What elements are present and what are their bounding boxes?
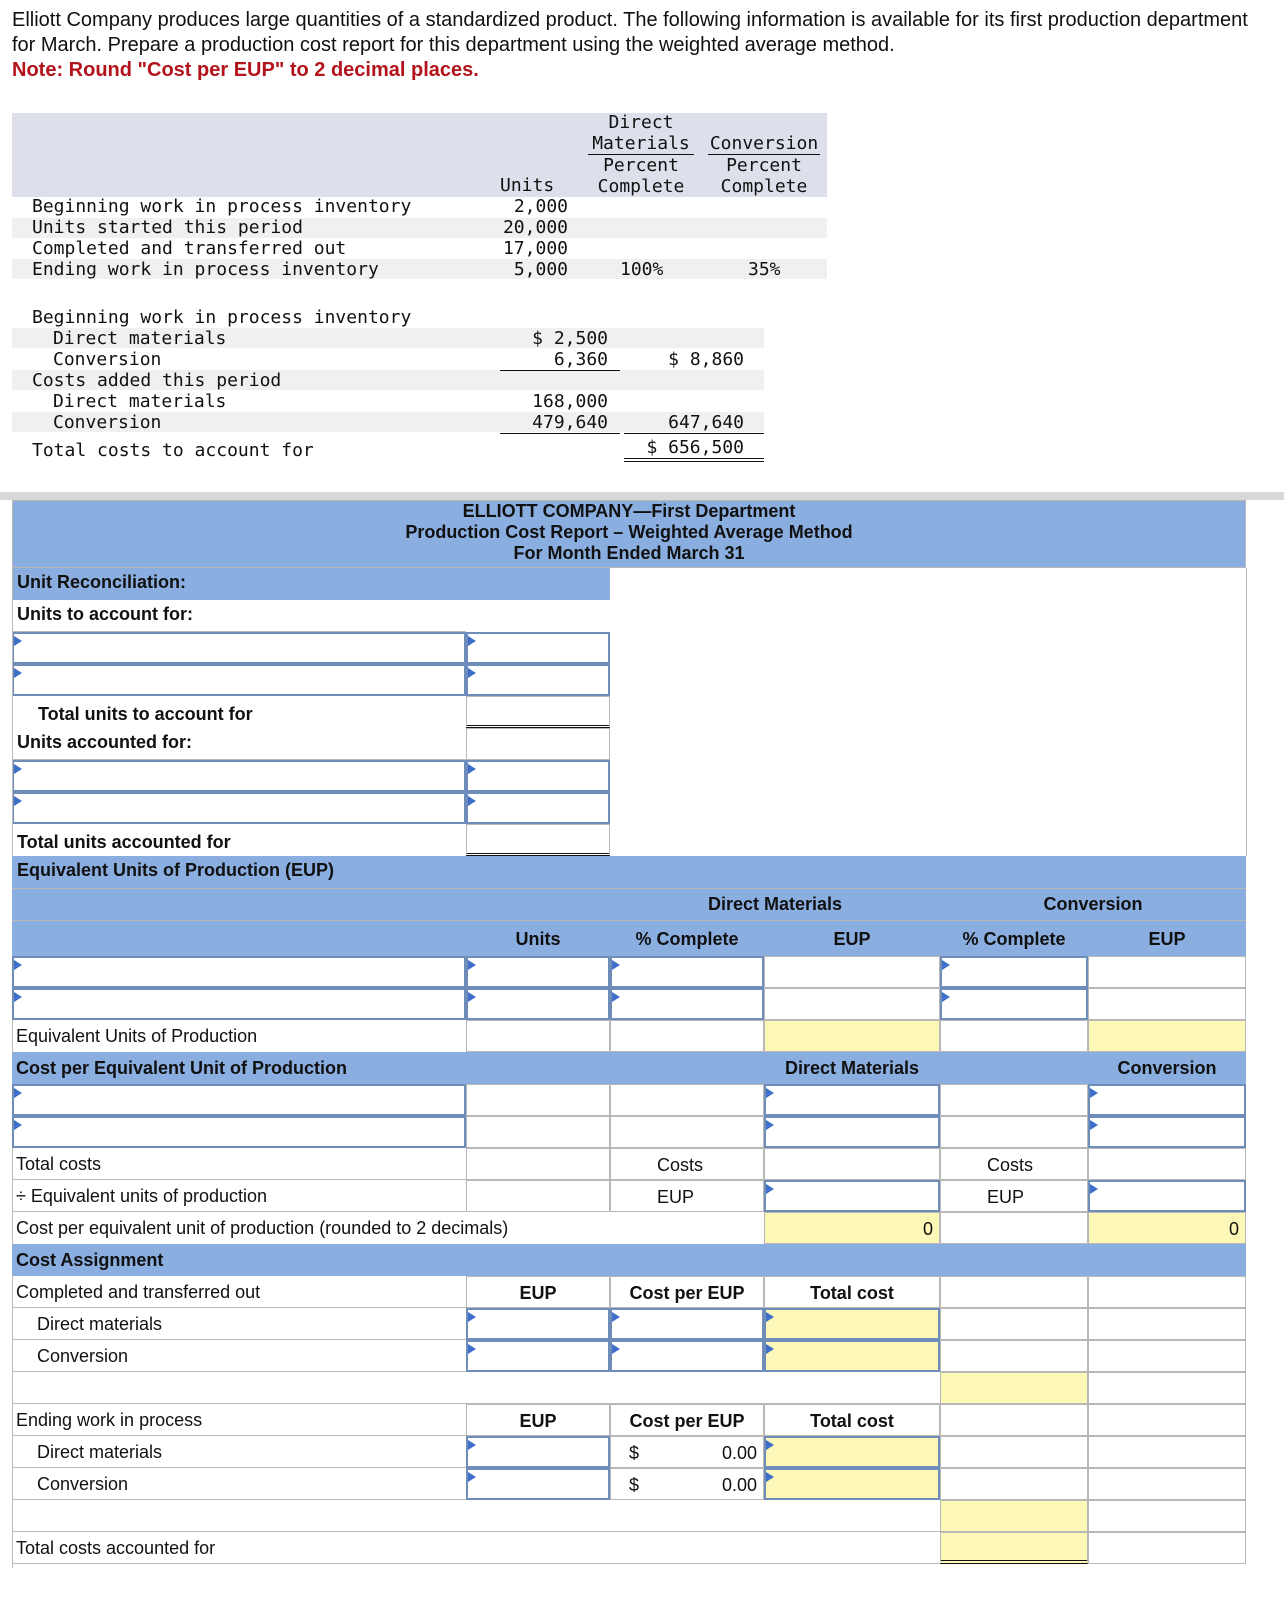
blue-cell: [466, 568, 610, 600]
beg-total-cost: $ 8,860: [668, 349, 744, 370]
cost-add-dm-label: Direct materials: [53, 391, 227, 412]
rounding-note: Note: Round "Cost per EUP" to 2 decimal places.: [12, 59, 479, 81]
ending-total-col: Total cost: [764, 1404, 940, 1436]
ending-conv-eup-input[interactable]: [466, 1468, 610, 1500]
eup-total-conv: [1088, 1020, 1246, 1052]
units-accounted-row1-value-input[interactable]: [466, 760, 610, 792]
eup-conv-header: Conversion: [940, 888, 1246, 920]
info-row-labels: [32, 196, 411, 280]
total-cost: $ 656,500: [624, 437, 764, 462]
units-accounted-row2-value-input[interactable]: [466, 792, 610, 824]
cpeu-label: Cost per equivalent unit of production (rounded to 2 decimals): [16, 1218, 509, 1238]
empty-cell: [1088, 1532, 1246, 1564]
dropdown-arrow-icon: [766, 1344, 774, 1354]
empty-cell: [940, 1436, 1088, 1468]
empty-cell: [1088, 1436, 1246, 1468]
dropdown-arrow-icon: [468, 1472, 476, 1482]
blue-cell: [940, 1052, 1088, 1084]
dollar-sign: $: [629, 1443, 640, 1463]
conv-percent-header: Conversion Percent Complete: [709, 133, 819, 197]
dropdown-arrow-icon: [468, 960, 476, 970]
eup-row2-conv-pct-input[interactable]: [940, 988, 1088, 1020]
eup-conv-label: EUP: [940, 1180, 1088, 1212]
eup-row1-dm-eup: [764, 956, 940, 988]
cpeu-row2-dm-input[interactable]: [764, 1116, 940, 1148]
empty-cell: [1088, 1500, 1246, 1532]
empty-cell: [940, 1404, 1088, 1436]
empty-cell: [940, 1020, 1088, 1052]
eup-row1-conv-eup: [1088, 956, 1246, 988]
dropdown-arrow-icon: [612, 992, 620, 1002]
completed-cpe-col: Cost per EUP: [610, 1276, 764, 1308]
cpeu-row1-dm-input[interactable]: [764, 1084, 940, 1116]
eup-dm-eup-col: EUP: [764, 920, 940, 956]
total-units-accounted-value[interactable]: [466, 824, 610, 856]
report-title-method: Production Cost Report – Weighted Average Method: [405, 522, 853, 542]
cost-added-label: Costs added this period: [32, 370, 282, 391]
dropdown-arrow-icon: [468, 764, 476, 774]
eup-conv-pct-col: % Complete: [940, 920, 1088, 956]
div-eup-dm-input[interactable]: [764, 1180, 940, 1212]
units-to-account-row2-label-input[interactable]: [12, 664, 466, 696]
cpeu-conv-col: Conversion: [1088, 1052, 1246, 1084]
dropdown-arrow-icon: [1090, 1120, 1098, 1130]
intro-text: Elliott Company produces large quantities of a standardized product. The following information is available for its first production department for March. Prepare a production cost report for this department using the weighted average method.: [12, 9, 1248, 56]
dropdown-arrow-icon: [1090, 1088, 1098, 1098]
blue-cell: [12, 920, 466, 956]
eup-dm-label: EUP: [610, 1180, 764, 1212]
ending-dm-total: [764, 1436, 940, 1468]
completed-eup-col: EUP: [466, 1276, 610, 1308]
eup-conv-eup-col: EUP: [1088, 920, 1246, 956]
total-costs-conv: [1088, 1148, 1246, 1180]
dropdown-arrow-icon: [468, 636, 476, 646]
empty-cell: [1088, 1468, 1246, 1500]
dollar-sign: $: [629, 1475, 640, 1495]
dropdown-arrow-icon: [766, 1088, 774, 1098]
dropdown-arrow-icon: [14, 992, 22, 1002]
costs-dm-label: Costs: [610, 1148, 764, 1180]
ending-conv-cpe: [610, 1468, 764, 1500]
empty-cell: [1088, 1372, 1246, 1404]
completed-dm-cpe-input[interactable]: [610, 1308, 764, 1340]
costs-conv-label: Costs: [940, 1148, 1088, 1180]
dropdown-arrow-icon: [468, 1344, 476, 1354]
beg-dm-cost: $ 2,500: [532, 328, 608, 349]
dropdown-arrow-icon: [766, 1440, 774, 1450]
units-to-account-row2-value-input[interactable]: [466, 664, 610, 696]
units-to-account-row1-label-input[interactable]: [12, 632, 466, 664]
completed-total-cost: [940, 1372, 1088, 1404]
eup-row1-conv-pct-input[interactable]: [940, 956, 1088, 988]
dropdown-arrow-icon: [766, 1184, 774, 1194]
ending-conv-total: [764, 1468, 940, 1500]
cost-beg-dm-label: Direct materials: [53, 328, 227, 349]
total-units-to-account-label: Total units to account for: [38, 704, 253, 724]
cpeu-row2-conv-input[interactable]: [1088, 1116, 1246, 1148]
eup-units-col: Units: [466, 920, 610, 956]
units-accounted-row1-label-input[interactable]: [12, 760, 466, 792]
eup-row2-conv-eup: [1088, 988, 1246, 1020]
dropdown-arrow-icon: [14, 960, 22, 970]
info-row-label: Units started this period: [32, 217, 303, 238]
dropdown-arrow-icon: [14, 796, 22, 806]
empty-cell: [610, 1084, 764, 1116]
ending-dm-percent: 100%: [620, 259, 664, 280]
cost-assignment-header: Cost Assignment: [12, 1244, 1246, 1276]
dropdown-arrow-icon: [468, 1312, 476, 1322]
total-costs-accounted-value: [940, 1532, 1088, 1564]
ending-conv-percent: 35%: [748, 259, 781, 280]
div-eup-conv-input[interactable]: [1088, 1180, 1246, 1212]
empty-cell: [1088, 1404, 1246, 1436]
ending-dm-eup-input[interactable]: [466, 1436, 610, 1468]
dropdown-arrow-icon: [942, 992, 950, 1002]
empty-cell: [940, 1468, 1088, 1500]
dropdown-arrow-icon: [1090, 1184, 1098, 1194]
dropdown-arrow-icon: [468, 668, 476, 678]
units-to-account-label: Units to account for:: [12, 600, 466, 632]
eup-row1-label-input[interactable]: [12, 956, 466, 988]
completed-dm-label: Direct materials: [12, 1308, 466, 1340]
cpeu-row2-label-input[interactable]: [12, 1116, 466, 1148]
ending-cpe-col: Cost per EUP: [610, 1404, 764, 1436]
total-units-accounted-label: Total units accounted for: [17, 832, 231, 852]
beg-conv-cost: 6,360: [500, 349, 620, 371]
empty-cell: [1088, 1276, 1246, 1308]
completed-conv-label: Conversion: [12, 1340, 466, 1372]
info-row-label: Beginning work in process inventory: [32, 196, 412, 217]
blue-cell: [12, 888, 610, 920]
dropdown-arrow-icon: [612, 1312, 620, 1322]
units-accounted-label: Units accounted for:: [12, 728, 466, 760]
add-conv-cost: 479,640: [500, 412, 620, 434]
completed-conv-total: [764, 1340, 940, 1372]
cost-beg-label: Beginning work in process inventory: [32, 307, 412, 328]
empty-cell: [466, 1148, 610, 1180]
empty-cell: [466, 728, 610, 760]
ending-dm-cpe-value: 0.00: [721, 1443, 757, 1463]
info-row-units: 2,000 20,000 17,000 5,000: [502, 196, 568, 280]
ending-dm-cpe: [610, 1436, 764, 1468]
completed-total-col: Total cost: [764, 1276, 940, 1308]
dropdown-arrow-icon: [468, 1440, 476, 1450]
empty-cell: [610, 1020, 764, 1052]
units-to-account-row1-value-input[interactable]: [466, 632, 610, 664]
completed-conv-cpe-input[interactable]: [610, 1340, 764, 1372]
ending-conv-label: Conversion: [12, 1468, 466, 1500]
divider: [0, 492, 1284, 500]
add-total-cost: 647,640: [624, 412, 764, 434]
eup-section-header: Equivalent Units of Production (EUP): [12, 856, 1246, 888]
info-row-label: Ending work in process inventory: [32, 259, 379, 280]
cpeu-conv-value: 0: [1088, 1212, 1246, 1244]
dropdown-arrow-icon: [14, 636, 22, 646]
eup-row1-units-input[interactable]: [466, 956, 610, 988]
dropdown-arrow-icon: [766, 1120, 774, 1130]
eup-row2-dm-pct-input[interactable]: [610, 988, 764, 1020]
cpeu-row1-label-input[interactable]: [12, 1084, 466, 1116]
total-units-to-account-value[interactable]: [466, 696, 610, 728]
eup-row2-units-input[interactable]: [466, 988, 610, 1020]
empty-cell: [466, 1116, 610, 1148]
cost-add-conv-label: Conversion: [53, 412, 162, 433]
report-title-period: For Month Ended March 31: [513, 543, 745, 563]
cost-total-label: Total costs to account for: [32, 440, 314, 461]
dropdown-arrow-icon: [766, 1472, 774, 1482]
units-header: Units: [500, 175, 555, 196]
cpeu-dm-col: Direct Materials: [764, 1052, 940, 1084]
ending-label: Ending work in process: [12, 1404, 466, 1436]
eup-row1-dm-pct-input[interactable]: [610, 956, 764, 988]
div-eup-label: ÷ Equivalent units of production: [12, 1180, 466, 1212]
dropdown-arrow-icon: [942, 960, 950, 970]
empty-cell: [940, 1276, 1088, 1308]
report-title-company: ELLIOTT COMPANY—First Department: [462, 501, 796, 521]
empty-cell: [610, 1116, 764, 1148]
eup-total-units: [466, 1020, 610, 1052]
empty-cell: [466, 1180, 610, 1212]
dropdown-arrow-icon: [14, 668, 22, 678]
eup-row2-label-input[interactable]: [12, 988, 466, 1020]
ending-eup-col: EUP: [466, 1404, 610, 1436]
cpeu-row1-conv-input[interactable]: [1088, 1084, 1246, 1116]
dropdown-arrow-icon: [468, 796, 476, 806]
eup-total-label: Equivalent Units of Production: [16, 1026, 258, 1046]
dropdown-arrow-icon: [14, 1088, 22, 1098]
eup-row2-dm-eup: [764, 988, 940, 1020]
dropdown-arrow-icon: [14, 764, 22, 774]
dm-percent-header: Direct Materials Percent Complete: [582, 112, 700, 197]
ending-conv-cpe-value: 0.00: [721, 1475, 757, 1495]
add-dm-cost: 168,000: [532, 391, 608, 412]
dropdown-arrow-icon: [468, 992, 476, 1002]
dropdown-arrow-icon: [612, 960, 620, 970]
total-costs-dm: [764, 1148, 940, 1180]
eup-dm-header: Direct Materials: [610, 888, 940, 920]
cost-beg-conv-label: Conversion: [53, 349, 162, 370]
empty-cell: [1088, 1340, 1246, 1372]
dropdown-arrow-icon: [14, 1120, 22, 1130]
cpeu-section-header: Cost per Equivalent Unit of Production: [12, 1052, 764, 1084]
completed-dm-total: [764, 1308, 940, 1340]
empty-cell: [940, 1084, 1088, 1116]
total-costs-label: Total costs: [12, 1148, 466, 1180]
total-costs-accounted-label: Total costs accounted for: [12, 1532, 940, 1564]
empty-cell: [466, 1084, 610, 1116]
units-accounted-row2-label-input[interactable]: [12, 792, 466, 824]
empty-cell: [1088, 1308, 1246, 1340]
completed-dm-eup-input[interactable]: [466, 1308, 610, 1340]
empty-cell: [940, 1340, 1088, 1372]
empty-cell: [940, 1308, 1088, 1340]
ending-total-cost: [940, 1500, 1088, 1532]
dropdown-arrow-icon: [612, 1344, 620, 1354]
info-row-label: Completed and transferred out: [32, 238, 347, 259]
completed-conv-eup-input[interactable]: [466, 1340, 610, 1372]
empty-row: [12, 1372, 940, 1404]
dropdown-arrow-icon: [766, 1312, 774, 1322]
ending-dm-label: Direct materials: [12, 1436, 466, 1468]
completed-label: Completed and transferred out: [12, 1276, 466, 1308]
problem-intro: [12, 8, 1274, 83]
empty-cell: [940, 1212, 1088, 1244]
cpeu-dm-value: 0: [764, 1212, 940, 1244]
border: [1246, 568, 1247, 856]
eup-total-dm: [764, 1020, 940, 1052]
unit-recon-label: Unit Reconciliation:: [12, 568, 466, 600]
empty-row: [12, 1500, 940, 1532]
eup-dm-pct-col: % Complete: [610, 920, 764, 956]
empty-cell: [940, 1116, 1088, 1148]
report-title: [12, 500, 1246, 568]
